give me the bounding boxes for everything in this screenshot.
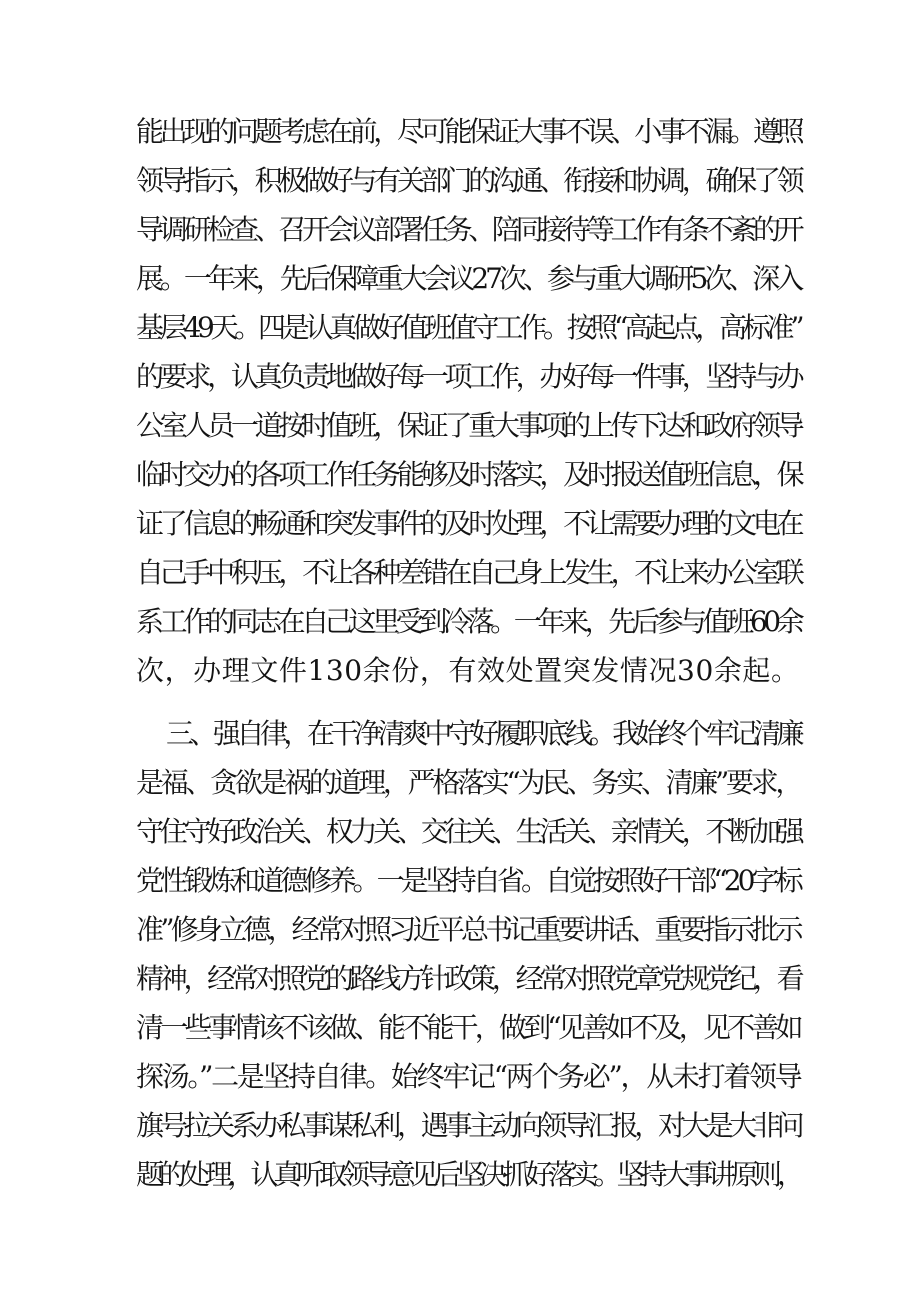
text-line: 准”修身立德，经常对照习近平总书记重要讲话、重要指示批示 (136, 913, 800, 946)
text-line: 展。一年来，先后保障重大会议27次、参与重大调研5次、深入 (136, 262, 801, 295)
text-line: 的要求，认真负责地做好每一项工作，办好每一件事，坚持与办 (136, 360, 801, 393)
text-line: 旗号拉关系办私事谋私利，遇事主动向领导汇报，对大是大非问 (136, 1109, 801, 1142)
text-line: 题的处理，认真听取领导意见后坚决抓好落实。坚持大事讲原则， (136, 1158, 800, 1191)
text-line: 证了信息的畅通和突发事件的及时处理，不让需要办理的文电在 (136, 507, 801, 540)
text-line: 精神，经常对照党的路线方针政策，经常对照党章党规党纪，看 (136, 962, 801, 995)
text-line: 探汤。”二是坚持自律。始终牢记“两个务必”，从未打着领导 (136, 1060, 801, 1093)
text-line: 领导指示，积极做好与有关部门的沟通、衔接和协调，确保了领 (136, 164, 801, 197)
text-line: 公室人员一道按时值班，保证了重大事项的上传下达和政府领导 (136, 409, 801, 442)
text-line: 导调研检查、召开会议部署任务、陪同接待等工作有条不紊的开 (136, 213, 801, 246)
text-line: 党性锻炼和道德修养。一是坚持自省。自觉按照好干部“20字标 (136, 864, 800, 897)
text-line: 守住守好政治关、权力关、交往关、生活关、亲情关，不断加强 (136, 815, 801, 848)
text-line: 次，办理文件130余份，有效处置突发情况30余起。 (136, 654, 800, 687)
text-line: 自己手中积压，不让各种差错在自己身上发生，不让来办公室联 (136, 556, 801, 589)
text-line: 三、强自律，在干净清爽中守好履职底线。我始终个牢记清廉 (166, 717, 801, 750)
text-line: 能出现的问题考虑在前，尽可能保证大事不误、小事不漏。遵照 (136, 115, 801, 148)
text-line: 临时交办的各项工作任务能够及时落实，及时报送值班信息，保 (136, 458, 801, 491)
text-line: 系工作的同志在自己这里受到冷落。一年来，先后参与值班60余 (136, 605, 801, 638)
text-line: 基层49天。四是认真做好值班值守工作。按照“高起点，高标准” (136, 311, 801, 344)
text-line: 是福、贪欲是祸的道理，严格落实“为民、务实、清廉”要求， (136, 766, 801, 799)
text-line: 清一些事情该不该做、能不能干，做到“见善如不及，见不善如 (136, 1011, 800, 1044)
